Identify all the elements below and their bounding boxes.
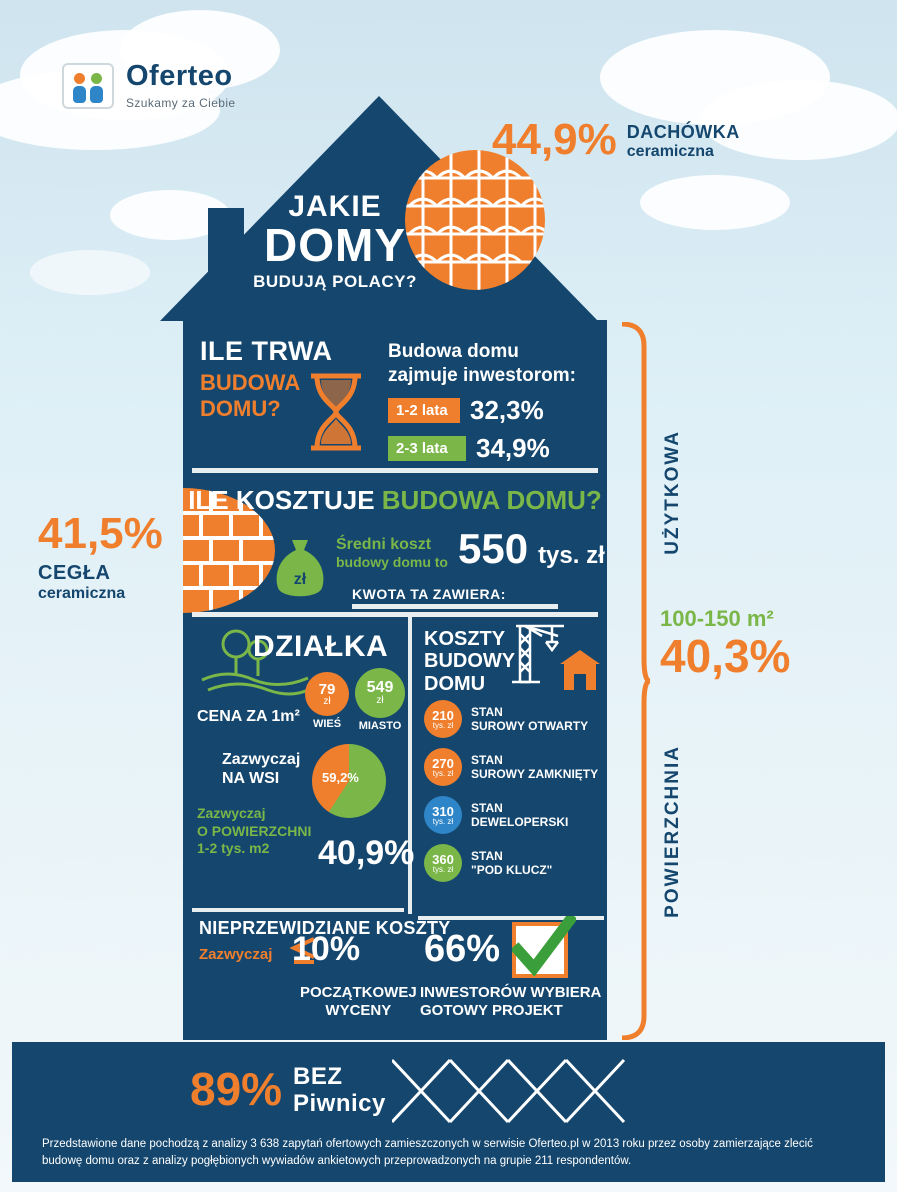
wall-material-label-2: ceramiczna [38,585,126,602]
unforeseen-sub-2: WYCENY [325,1002,392,1019]
build-cost-value: 360 [432,851,454,867]
build-cost-unit: tys. zł [432,768,454,778]
roof-tiles-icon [405,150,545,290]
logo-tagline: Szukamy za Ciebie [126,96,236,110]
build-cost-label-2: SUROWY OTWARTY [471,719,589,733]
money-bag-icon [272,536,328,602]
village-caption: WIEŚ [312,718,342,730]
logo-name: Oferteo [126,60,233,92]
duration-bar-label: 1-2 lata [388,398,460,423]
build-cost-label-2: "POD KLUCZ" [471,863,553,877]
village-price-value: 79 [318,680,336,698]
logo-mark-icon [62,63,114,109]
bracket-label-usable-area: UŻYTKOWA [662,430,683,555]
checkbox-checked-icon [512,922,568,978]
hourglass-icon [305,372,367,452]
ready-project-sub-2: GOTOWY PROJEKT [420,1002,563,1019]
foundation-pattern-icon [392,1058,632,1124]
build-cost-label-1: STAN [471,800,503,815]
house-title [245,190,425,292]
title-line-2: DOMY [264,219,406,271]
build-cost-item [424,700,588,738]
section-divider [192,468,598,473]
bracket-shape [620,322,650,1040]
no-basement-label [293,1064,386,1118]
build-cost-value: 310 [432,803,454,819]
build-costs-title-2: BUDOWY [424,650,516,673]
title-line-1: JAKIE [288,190,382,223]
cost-title-b: BUDOWA DOMU? [381,485,602,515]
build-cost-label-1: STAN [471,848,503,863]
ready-project-sub [420,984,601,1020]
build-cost-label-1: STAN [471,752,503,767]
duration-title-2: BUDOWA [200,370,301,395]
callout-area [660,606,860,680]
build-cost-item [424,748,598,786]
avg-cost-label-2: budowy domu to [336,554,448,570]
unforeseen-usually: Zazwyczaj [199,946,273,963]
ready-project-pct: 66% [424,928,501,970]
wall-material-pct: 41,5% [38,509,163,558]
duration-bar-label: 2-3 lata [388,436,466,461]
build-cost-unit: tys. zł [432,864,454,874]
build-cost-value: 210 [432,707,454,723]
unforeseen-pct: 10% [292,930,361,968]
cloud-shape [640,175,790,230]
plot-usually-2: NA WSI [222,770,280,788]
section-divider [192,612,598,617]
plot-price-label: CENA ZA 1m² [197,708,300,725]
crane-and-house-icon [506,620,606,700]
build-cost-label-1: STAN [471,704,503,719]
duration-row [388,395,618,426]
duration-desc-2: zajmuje inwestorom: [388,364,576,386]
build-cost-value: 270 [432,755,454,771]
area-range: 100-150 m² [660,606,774,631]
plot-price-village [305,672,349,716]
section-divider [352,604,558,609]
includes-label: KWOTA TA ZAWIERA: [352,586,506,602]
title-line-3: BUDUJĄ POLACY? [253,271,417,291]
avg-cost-unit: tys. zł [538,542,605,569]
plot-area-2: O POWIERZCHNI [197,822,312,839]
build-cost-label-2: SUROWY ZAMKNIĘTY [471,767,599,781]
duration-bar-value: 34,9% [476,432,550,463]
duration-bar-value: 32,3% [470,394,544,425]
build-cost-item [424,844,552,882]
ready-project-sub-1: INWESTORÓW WYBIERA [420,984,602,1001]
unforeseen-sub [300,984,417,1020]
footer-note: Przedstawione dane pochodzą z analizy 3 638 zapytań ofertowych zamieszczonych w serwisie Oferteo.pl w 2013 roku przez osoby zamierzające zlecić budowę domu oraz z analizy pogłębionych wywiadów ankietowych przeprowadzonych na grupie 211 respondentów. [42,1138,813,1168]
build-costs-title-1: KOSZTY [424,628,506,650]
wall-material-label-1: CEGŁA [38,562,111,584]
plot-usually-block [222,750,300,788]
plot-area-pct: 40,9% [318,834,415,872]
city-caption: MIASTO [358,720,402,732]
cost-title-a: ILE KOSZTUJE [188,485,382,515]
village-price-unit: zł [323,695,331,707]
duration-desc-1: Budowa domu [388,341,519,362]
plot-title: DZIAŁKA [253,630,389,663]
no-basement-pct: 89% [190,1063,283,1115]
roof-material-label-2: ceramiczna [626,142,714,160]
cloud-shape [30,250,150,295]
build-cost-label-2: DEWELOPERSKI [471,815,569,829]
plot-price-city [355,668,405,718]
city-price-unit: zł [376,695,384,706]
avg-cost-label-1: Średni koszt [336,536,432,553]
plot-area-block [197,805,311,858]
city-price-value: 549 [366,679,394,696]
build-cost-item [424,796,568,834]
area-pct: 40,3% [660,630,791,682]
unforeseen-sub-1: POCZĄTKOWEJ [300,984,417,1001]
section-duration-stats [388,340,618,464]
duration-title-1: ILE TRWA [200,336,333,366]
build-costs-title [424,628,515,695]
build-cost-unit: tys. zł [432,720,454,730]
roof-material-pct: 44,9% [492,115,617,164]
no-basement-label-1: BEZ [293,1063,343,1090]
plot-usually-1: Zazwyczaj [222,751,301,768]
plot-area-1: Zazwyczaj [197,805,266,821]
build-cost-unit: tys. zł [432,816,454,826]
callout-wall-material [38,509,178,603]
avg-cost-value: 550 [457,525,529,572]
bracket-label-surface: POWIERZCHNIA [662,745,683,918]
svg-text:zł: zł [293,571,307,588]
plot-pie-label: 59,2% [322,770,359,785]
section-divider [192,908,404,912]
roof-material-label-1: DACHÓWKA [626,122,740,142]
section-cost-title [183,485,607,516]
unforeseen-title: NIEPRZEWIDZIANE KOSZTY [199,918,451,938]
no-basement-label-2: Piwnicy [293,1089,386,1117]
build-costs-title-3: DOMU [424,672,486,695]
duration-title-3: DOMU? [200,396,281,421]
duration-row [388,433,618,464]
plot-area-3: 1-2 tys. m2 [197,840,270,856]
callout-roof-material [492,115,740,164]
average-cost-block [336,525,611,572]
